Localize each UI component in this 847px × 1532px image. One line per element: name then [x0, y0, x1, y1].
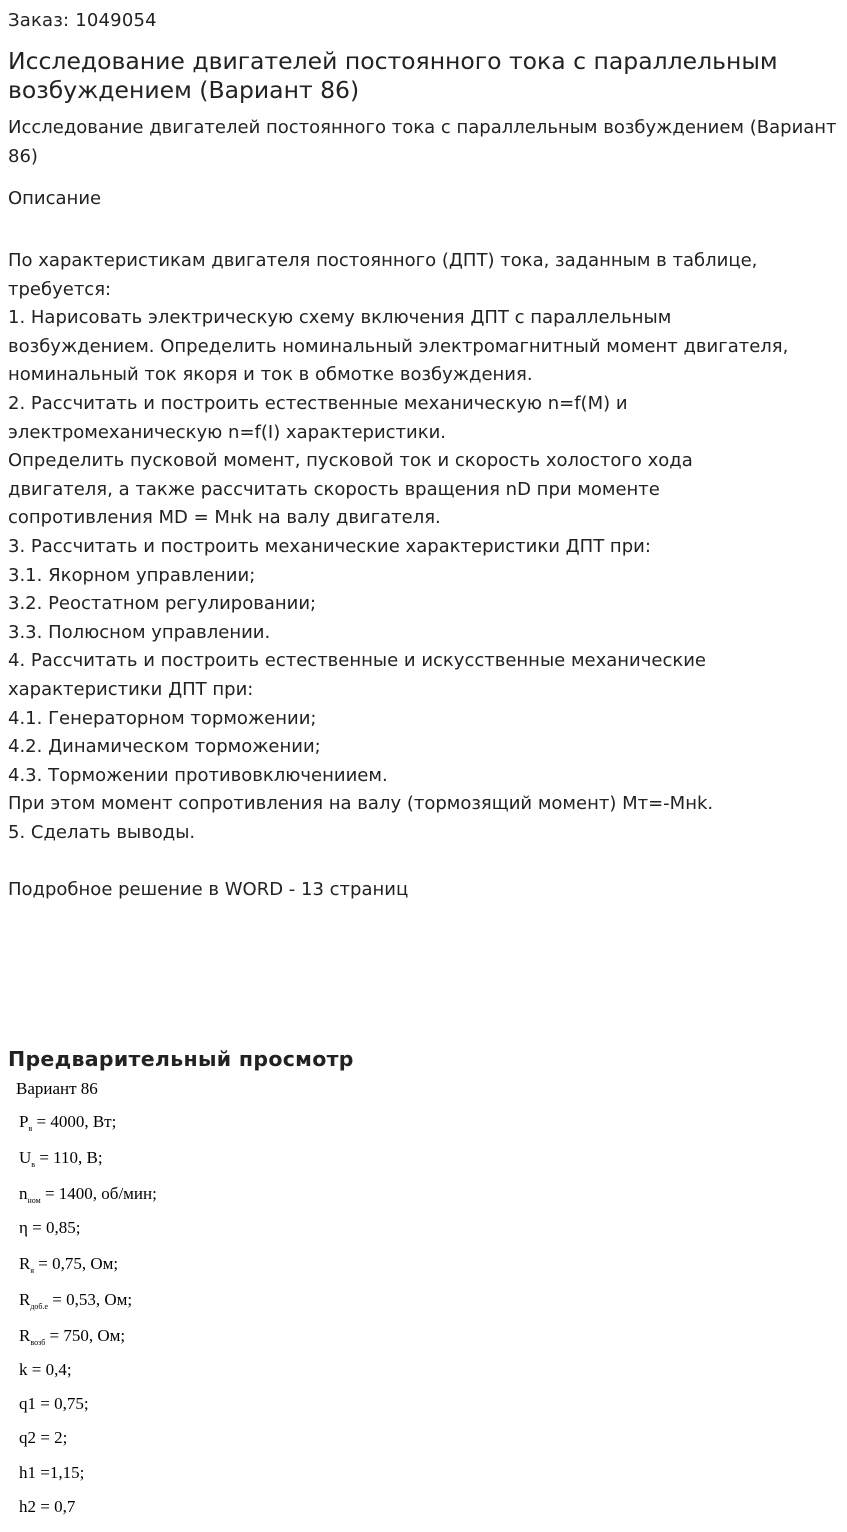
preview-variant: Вариант 86: [16, 1079, 98, 1098]
preview-param: η = 0,85;: [19, 1218, 81, 1237]
preview-param: q1 = 0,75;: [19, 1394, 89, 1413]
description-heading: Описание: [8, 188, 102, 209]
preview-image: [0, 1074, 847, 1532]
preview-param: $U_в = 110$, В;: [19, 1148, 103, 1169]
description-line: 1. Нарисовать электрическую схему включения ДПТ с параллельным: [8, 307, 672, 329]
description-line: 4. Рассчитать и построить естественные и искусственные механические: [8, 650, 707, 672]
description-line: 4.3. Торможении противовключениием.: [8, 764, 388, 786]
preview-heading: Предварительный просмотр: [8, 1047, 354, 1071]
description-line: требуется:: [8, 278, 112, 300]
description-body: [8, 247, 843, 905]
description-line: При этом момент сопротивления на валу (тормозящий момент) Мт=-Мнk.: [8, 793, 714, 815]
description-line: 4.1. Генераторном торможении;: [8, 707, 317, 729]
spacer: [8, 847, 843, 876]
description-footer: Подробное решение в WORD - 13 страниц: [8, 879, 409, 901]
preview-param: $R_я = 0,75$, Ом;: [19, 1254, 119, 1275]
preview-param: $P_в = 4000$, Вт;: [19, 1112, 117, 1133]
description-line: сопротивления MD = Mнk на валу двигателя.: [8, 507, 441, 529]
description-line: 3.2. Реостатном регулировании;: [8, 593, 317, 615]
description-line: 5. Сделать выводы.: [8, 821, 196, 843]
description-line: электромеханическую n=f(I) характеристики.: [8, 421, 447, 443]
preview-param: $n_{ном} = 1400$, об/мин;: [19, 1184, 157, 1205]
page-subtitle: Исследование двигателей постоянного тока с параллельным возбуждением (Вариант 86): [8, 117, 837, 167]
description-line: 3.1. Якорном управлении;: [8, 564, 256, 586]
description-line: номинальный ток якоря и ток в обмотке возбуждения.: [8, 364, 533, 386]
preview-param: q2 = 2;: [19, 1428, 68, 1447]
preview-param: $R_{доб.е} = 0,53$, Ом;: [19, 1290, 133, 1311]
description-line: характеристики ДПТ при:: [8, 678, 254, 700]
description-line: 3.3. Полюсном управлении.: [8, 621, 271, 643]
preview-param: k = 0,4;: [19, 1360, 72, 1379]
order-number: Заказ: 1049054: [8, 10, 157, 31]
preview-param: h2 = 0,7: [19, 1497, 76, 1516]
preview-param: h1 =1,15;: [19, 1463, 85, 1482]
preview-param: $R_{возб} = 750$, Ом;: [19, 1326, 126, 1347]
description-line: По характеристикам двигателя постоянного (ДПТ) тока, заданным в таблице,: [8, 250, 758, 271]
description-line: 4.2. Динамическом торможении;: [8, 736, 321, 758]
description-line: двигателя, а также рассчитать скорость вращения nD при моменте: [8, 478, 660, 500]
description-line: возбуждением. Определить номинальный электромагнитный момент двигателя,: [8, 335, 789, 357]
page-title: Исследование двигателей постоянного тока с параллельным возбуждением (Вариант 86): [8, 47, 778, 104]
description-line: 2. Рассчитать и построить естественные механическую n=f(M) и: [8, 392, 628, 414]
description-line: 3. Рассчитать и построить механические характеристики ДПТ при:: [8, 535, 651, 557]
description-line: Определить пусковой момент, пусковой ток и скорость холостого хода: [8, 450, 693, 472]
